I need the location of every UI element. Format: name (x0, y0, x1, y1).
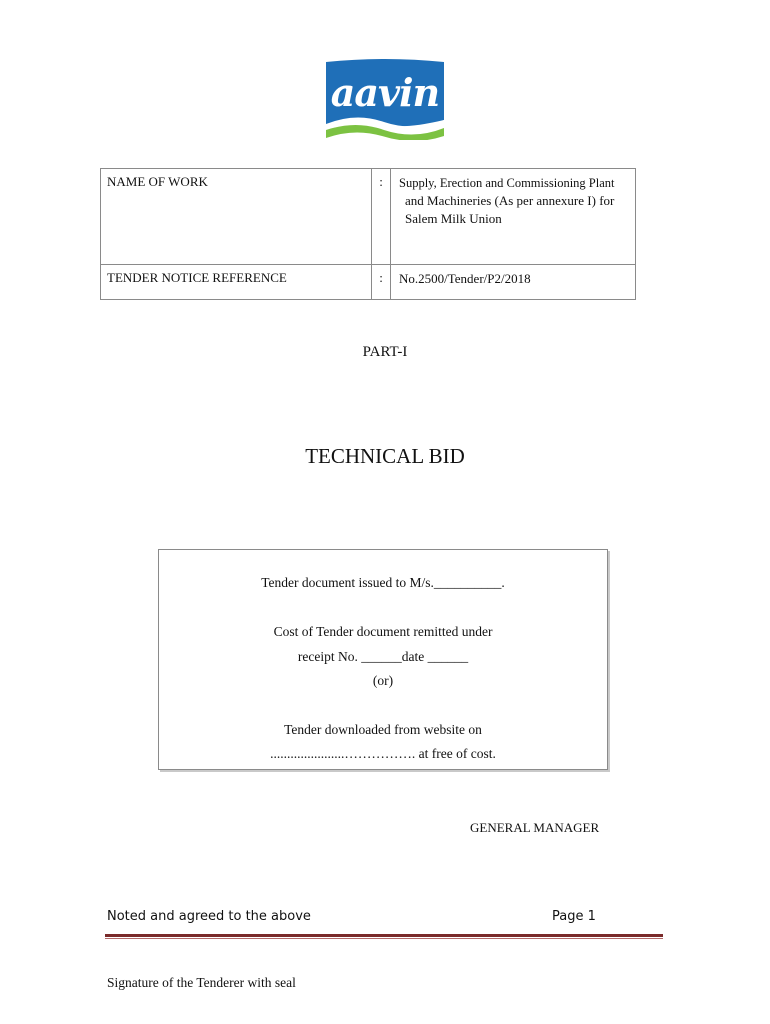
bid-title: TECHNICAL BID (305, 444, 465, 468)
noted-text: Noted and agreed to the above (107, 909, 311, 924)
name-of-work-value (391, 169, 636, 265)
footer-rule (105, 934, 663, 937)
cost-line: Cost of Tender document remitted under (273, 624, 493, 639)
value-line: and Machineries (As per annexure I) for (405, 193, 615, 208)
footer-rule-thin (105, 938, 663, 939)
aavin-logo (322, 58, 448, 140)
logo-text: aavin (330, 70, 440, 115)
tender-issue-box (158, 549, 608, 770)
table-row (101, 265, 636, 300)
receipt-line: receipt No. ______date ______ (297, 649, 469, 664)
value-line: Salem Milk Union (405, 211, 502, 226)
table-row (101, 169, 636, 265)
issued-to-line: Tender document issued to M/s.__________. (261, 575, 505, 590)
or-text: (or) (372, 673, 394, 688)
value-line: Supply, Erection and Commissioning Plant (399, 176, 615, 190)
tender-info-table (100, 168, 636, 300)
download-line: Tender downloaded from website on (284, 722, 482, 737)
name-of-work-label: NAME OF WORK (101, 169, 372, 265)
signatory-title: GENERAL MANAGER (470, 820, 600, 835)
signature-text: Signature of the Tenderer with seal (107, 975, 296, 990)
tender-notice-label: TENDER NOTICE REFERENCE (101, 265, 372, 300)
separator: : (372, 169, 391, 265)
tender-notice-value: No.2500/Tender/P2/2018 (391, 265, 636, 300)
separator: : (372, 265, 391, 300)
page-number: Page 1 (552, 909, 596, 924)
part-label: PART-I (362, 344, 408, 360)
free-of-cost-line: ......................……………. at free of cost. (270, 746, 496, 761)
